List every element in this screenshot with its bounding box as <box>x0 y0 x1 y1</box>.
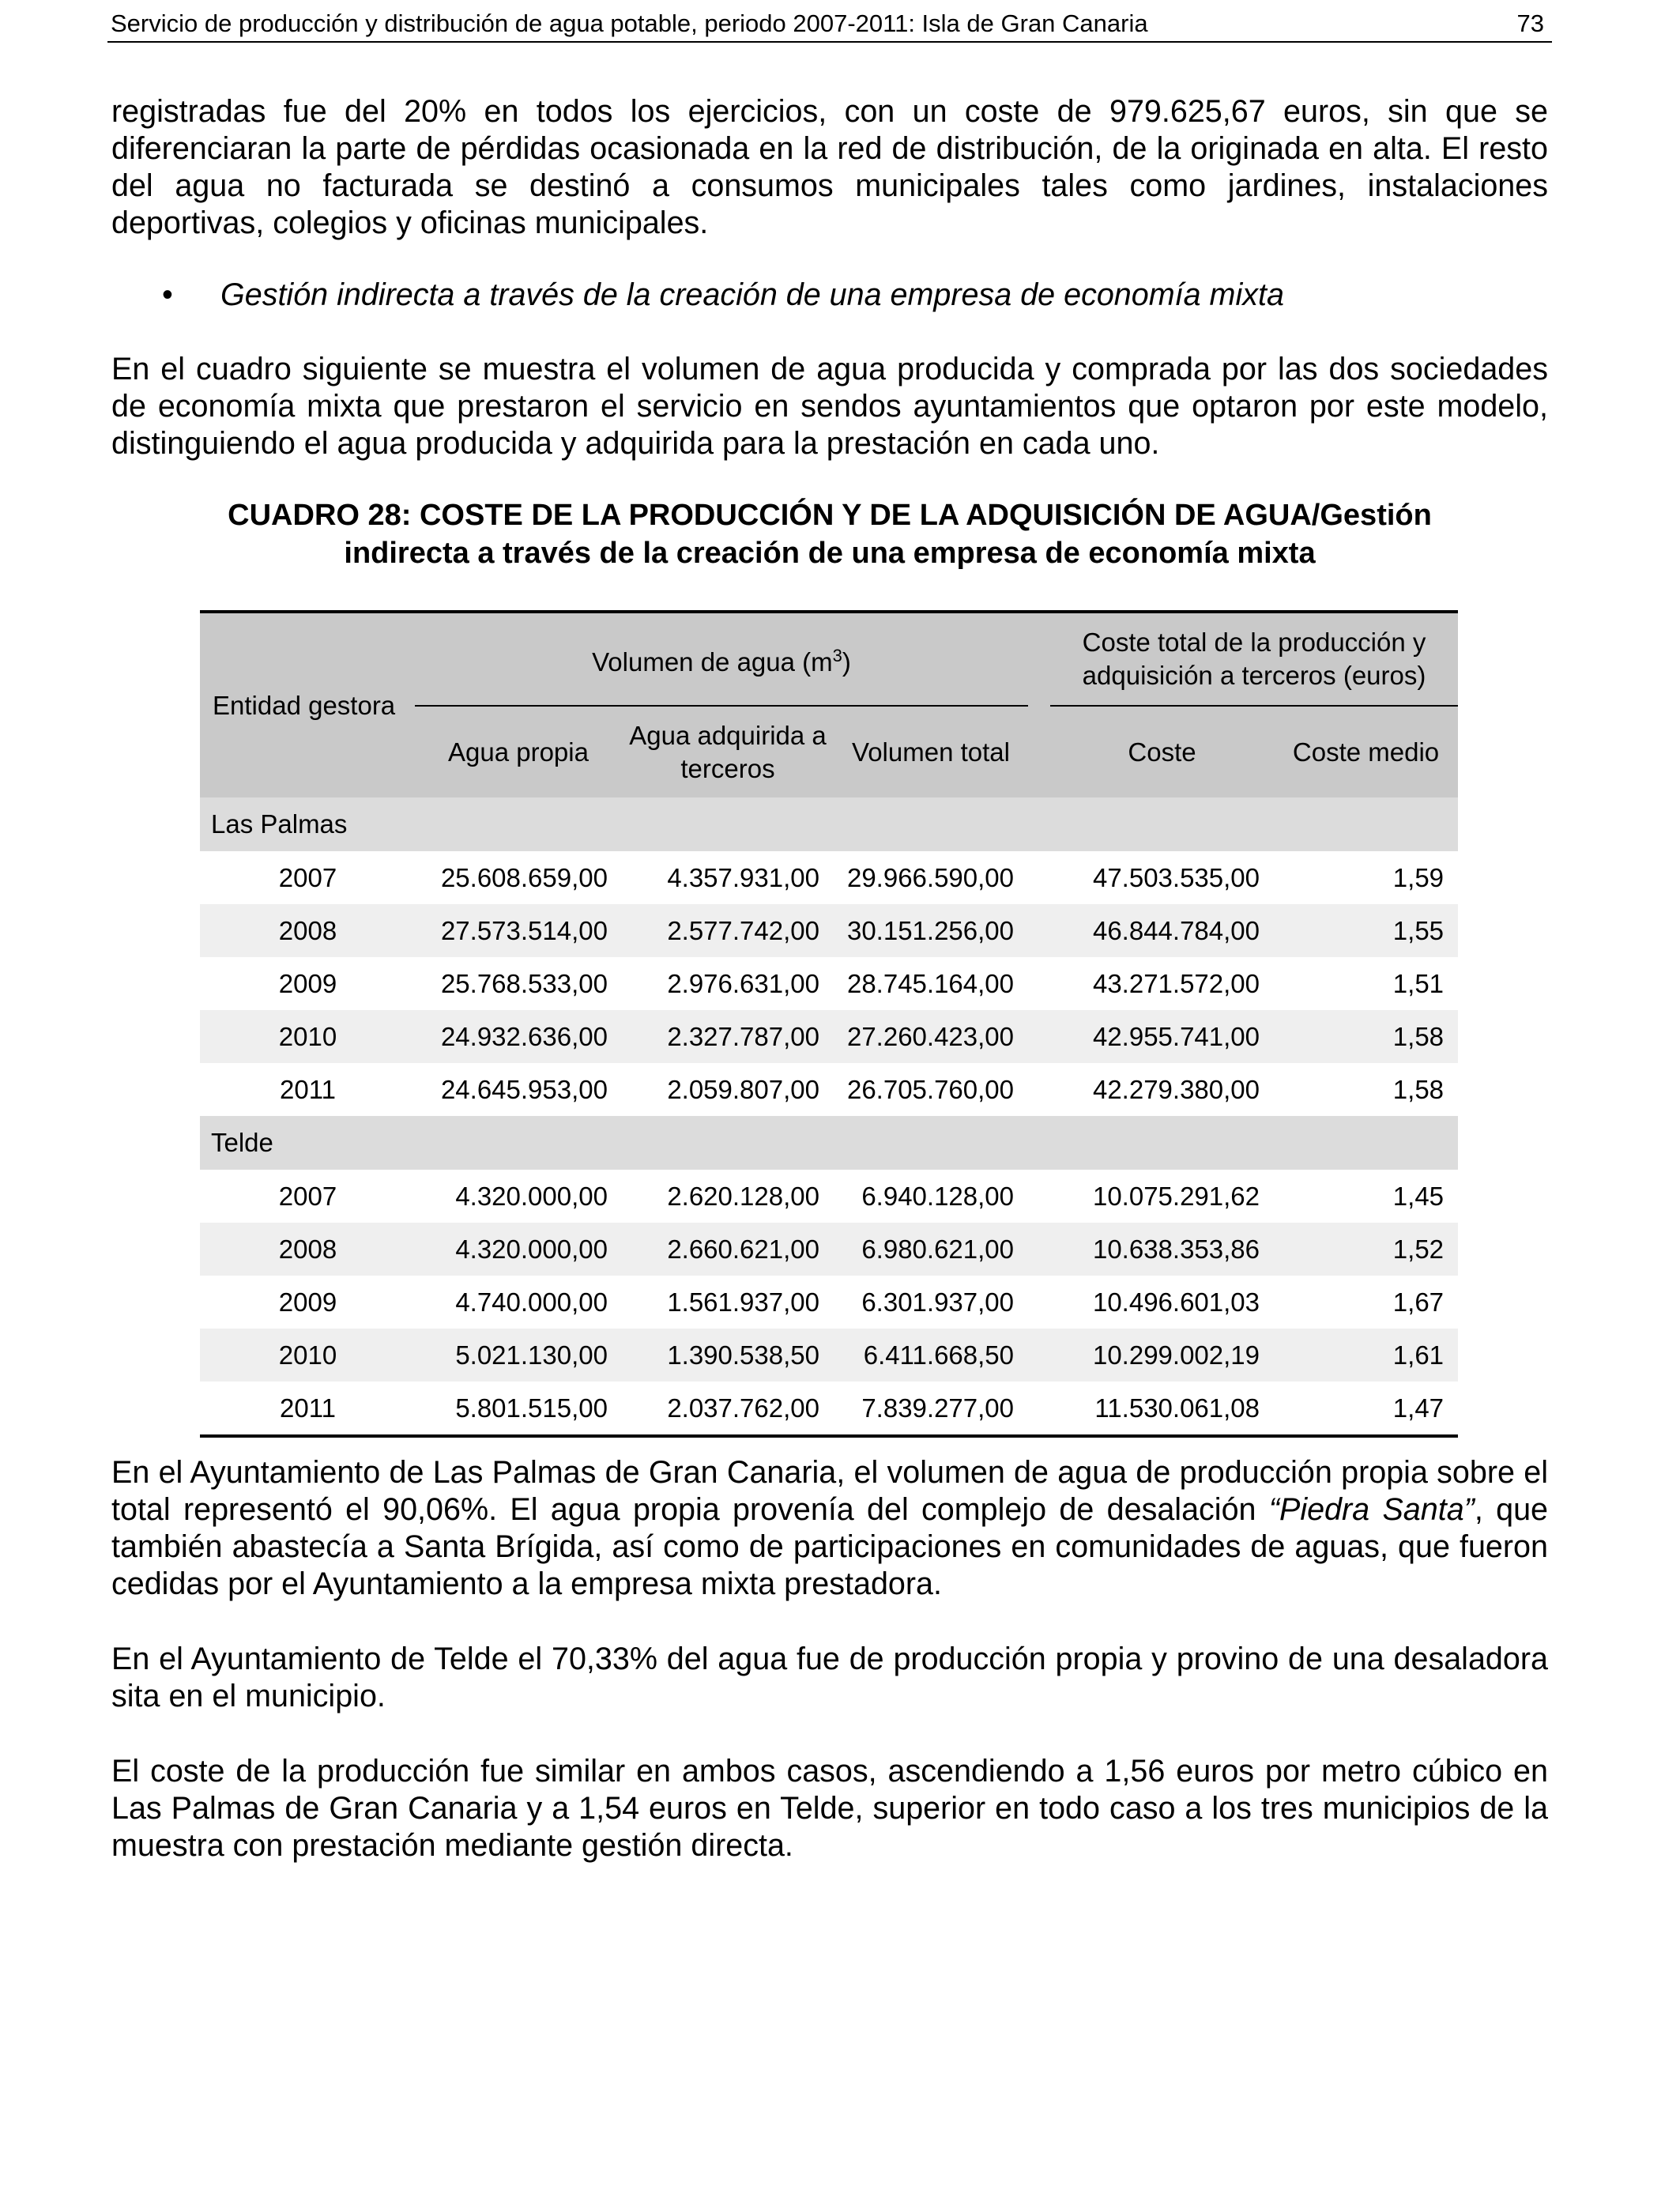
group-name: Telde <box>200 1116 1458 1170</box>
spacer-cell <box>1028 1329 1050 1382</box>
total-volume-cell: 27.260.423,00 <box>834 1010 1028 1063</box>
avg-cost-cell: 1,47 <box>1274 1382 1458 1436</box>
table-header-row-1 <box>200 612 1458 706</box>
cost-table <box>200 610 1458 1438</box>
group-row <box>200 1116 1458 1170</box>
avg-cost-cell: 1,52 <box>1274 1223 1458 1276</box>
own-water-cell: 4.320.000,00 <box>415 1223 622 1276</box>
total-volume-cell: 7.839.277,00 <box>834 1382 1028 1436</box>
year-cell: 2008 <box>200 1223 415 1276</box>
acquired-water-cell: 2.660.621,00 <box>622 1223 834 1276</box>
col-header-cost: Coste <box>1050 706 1274 797</box>
own-water-cell: 24.932.636,00 <box>415 1010 622 1063</box>
year-cell: 2011 <box>200 1382 415 1436</box>
total-volume-cell: 6.940.128,00 <box>861 1181 1015 1211</box>
avg-cost-cell: 1,59 <box>1392 862 1445 892</box>
spacer-cell <box>1028 1010 1050 1063</box>
spacer-cell <box>1028 1223 1050 1276</box>
table-row <box>200 1276 1458 1329</box>
avg-cost-cell: 1,61 <box>1274 1329 1458 1382</box>
acquired-water-cell: 2.327.787,00 <box>622 1010 834 1063</box>
group-name: Las Palmas <box>200 797 1458 851</box>
table-row <box>200 1382 1458 1436</box>
spacer-cell <box>1028 904 1050 957</box>
bullet-text: Gestión indirecta a través de la creación de una empresa de economía mixta <box>220 277 1284 312</box>
own-water-cell: 25.608.659,00 <box>440 862 608 892</box>
cost-cell: 42.279.380,00 <box>1092 1074 1260 1104</box>
cost-comparison-paragraph: El coste de la producción fue similar en ambos casos, ascendiendo a 1,56 euros por metro cúbico en Las Palmas de Gran Canaria y a 1,54 euros en Telde, superior en todo caso a los tres municipios de la muestra con prestación mediante gestión directa. <box>111 1754 1548 1863</box>
table-row <box>200 1063 1458 1116</box>
cost-cell: 11.530.061,08 <box>1050 1382 1274 1436</box>
col-header-acquired: Agua adquirida a terceros <box>622 706 834 797</box>
telde-paragraph: En el Ayuntamiento de Telde el 70,33% del agua fue de producción propia y provino de una desaladora sita en el municipio. <box>111 1642 1548 1713</box>
bullet-marker: • <box>162 277 173 312</box>
avg-cost-cell: 1,58 <box>1392 1074 1445 1104</box>
acquired-water-cell: 1.390.538,50 <box>622 1329 834 1382</box>
intro-paragraph: registradas fue del 20% en todos los ejercicios, con un coste de 979.625,67 euros, sin que se diferenciaran la parte de pérdidas ocasionada en la red de distribución, de la originada en alta. El resto del agua no facturada se destinó a consumos municipales tales como jardines, instalaciones deportivas, colegios y oficinas municipales. <box>111 94 1548 240</box>
caption-line-2: indirecta a través de la creación de una empresa de economía mixta <box>344 537 1316 570</box>
acquired-water-cell: 2.037.762,00 <box>622 1382 834 1436</box>
year-cell: 2010 <box>200 1329 415 1382</box>
own-water-cell: 5.801.515,00 <box>415 1382 622 1436</box>
cost-cell: 10.299.002,19 <box>1050 1329 1274 1382</box>
entity-header: Entidad gestora <box>200 612 415 797</box>
cost-cell: 10.496.601,03 <box>1092 1287 1260 1317</box>
table-body <box>200 797 1458 1436</box>
acquired-water-cell: 2.620.128,00 <box>667 1181 819 1211</box>
cost-cell: 10.075.291,62 <box>1092 1181 1260 1211</box>
table-row <box>200 904 1458 957</box>
total-volume-cell: 6.980.621,00 <box>834 1223 1028 1276</box>
total-volume-cell: 29.966.590,00 <box>846 862 1015 892</box>
avg-cost-cell: 1,67 <box>1392 1287 1445 1317</box>
table-caption <box>111 496 1548 572</box>
table-row <box>200 1329 1458 1382</box>
avg-cost-cell: 1,55 <box>1274 904 1458 957</box>
table-row <box>200 1010 1458 1063</box>
table-row <box>200 957 1458 1010</box>
cost-cell: 10.638.353,86 <box>1050 1223 1274 1276</box>
own-water-cell: 25.768.533,00 <box>440 968 608 998</box>
total-volume-cell: 28.745.164,00 <box>846 968 1015 998</box>
running-header-title: Servicio de producción y distribución de agua potable, periodo 2007-2011: Isla de Gran Canaria <box>111 9 1148 37</box>
year-cell: 2007 <box>278 1181 337 1211</box>
own-water-cell: 4.740.000,00 <box>455 1287 608 1317</box>
cost-group-header: Coste total de la producción y adquisición a terceros (euros) <box>1050 612 1458 706</box>
own-water-cell: 5.021.130,00 <box>415 1329 622 1382</box>
acquired-water-cell: 1.561.937,00 <box>667 1287 819 1317</box>
avg-cost-cell: 1,51 <box>1392 968 1445 998</box>
year-cell: 2009 <box>278 1287 337 1317</box>
spacer-cell <box>1028 957 1050 1010</box>
col-header-total: Volumen total <box>834 706 1028 797</box>
acquired-water-cell: 4.357.931,00 <box>667 862 819 892</box>
volume-group-header: Volumen de agua $(m^3)$ <box>415 612 1028 706</box>
year-cell: 2007 <box>278 862 337 892</box>
las-palmas-paragraph: En el Ayuntamiento de Las Palmas de Gran Canaria, el volumen de agua de producción propia sobre el total representó el 90,06%. El agua propia provenía del complejo de desalación “Piedra Santa”, que también abastecía a Santa Brígida, así como de participaciones en comunidades de aguas, que fueron cedidas por el Ayuntamiento a la empresa mixta prestadora. <box>111 1455 1549 1601</box>
year-cell: 2009 <box>278 968 337 998</box>
own-water-cell: 27.573.514,00 <box>415 904 622 957</box>
own-water-cell: 24.645.953,00 <box>440 1074 608 1104</box>
total-volume-cell: 6.301.937,00 <box>861 1287 1015 1317</box>
year-cell: 2010 <box>200 1010 415 1063</box>
spacer-cell <box>1028 1382 1050 1436</box>
avg-cost-cell: 1,45 <box>1392 1181 1445 1211</box>
total-volume-cell: 6.411.668,50 <box>834 1329 1028 1382</box>
year-cell: 2011 <box>280 1074 336 1104</box>
avg-cost-cell: 1,58 <box>1274 1010 1458 1063</box>
spacer-cell <box>1028 1276 1050 1329</box>
running-header <box>107 6 1552 43</box>
caption-line-1: CUADRO 28: COSTE DE LA PRODUCCIÓN Y DE LA ADQUISICIÓN DE AGUA/Gestión <box>228 499 1432 532</box>
header-spacer <box>1028 612 1050 797</box>
acquired-water-cell: 2.976.631,00 <box>667 968 819 998</box>
acquired-water-cell: 2.059.807,00 <box>667 1074 819 1104</box>
group-row <box>200 797 1458 851</box>
spacer-cell <box>1028 1063 1050 1116</box>
total-volume-cell: 26.705.760,00 <box>846 1074 1015 1104</box>
spacer-cell <box>1028 1170 1050 1223</box>
year-cell: 2008 <box>200 904 415 957</box>
cost-cell: 43.271.572,00 <box>1092 968 1260 998</box>
own-water-cell: 4.320.000,00 <box>455 1181 608 1211</box>
total-volume-cell: 30.151.256,00 <box>834 904 1028 957</box>
acquired-water-cell: 2.577.742,00 <box>622 904 834 957</box>
cost-cell: 47.503.535,00 <box>1092 862 1260 892</box>
page-number: 73 <box>1516 9 1544 37</box>
spacer-cell <box>1028 851 1050 904</box>
col-header-avg-cost: Coste medio <box>1274 706 1458 797</box>
cost-cell: 46.844.784,00 <box>1050 904 1274 957</box>
cost-cell: 42.955.741,00 <box>1050 1010 1274 1063</box>
table-intro-paragraph: En el cuadro siguiente se muestra el volumen de agua producida y comprada por las dos sociedades de economía mixta que prestaron el servicio en sendos ayuntamientos que optaron por este modelo, distinguiendo el agua producida y adquirida para la prestación en cada uno. <box>111 352 1548 461</box>
table-row <box>200 851 1458 904</box>
table-row <box>200 1170 1458 1223</box>
table-row <box>200 1223 1458 1276</box>
col-header-own: Agua propia <box>415 706 622 797</box>
